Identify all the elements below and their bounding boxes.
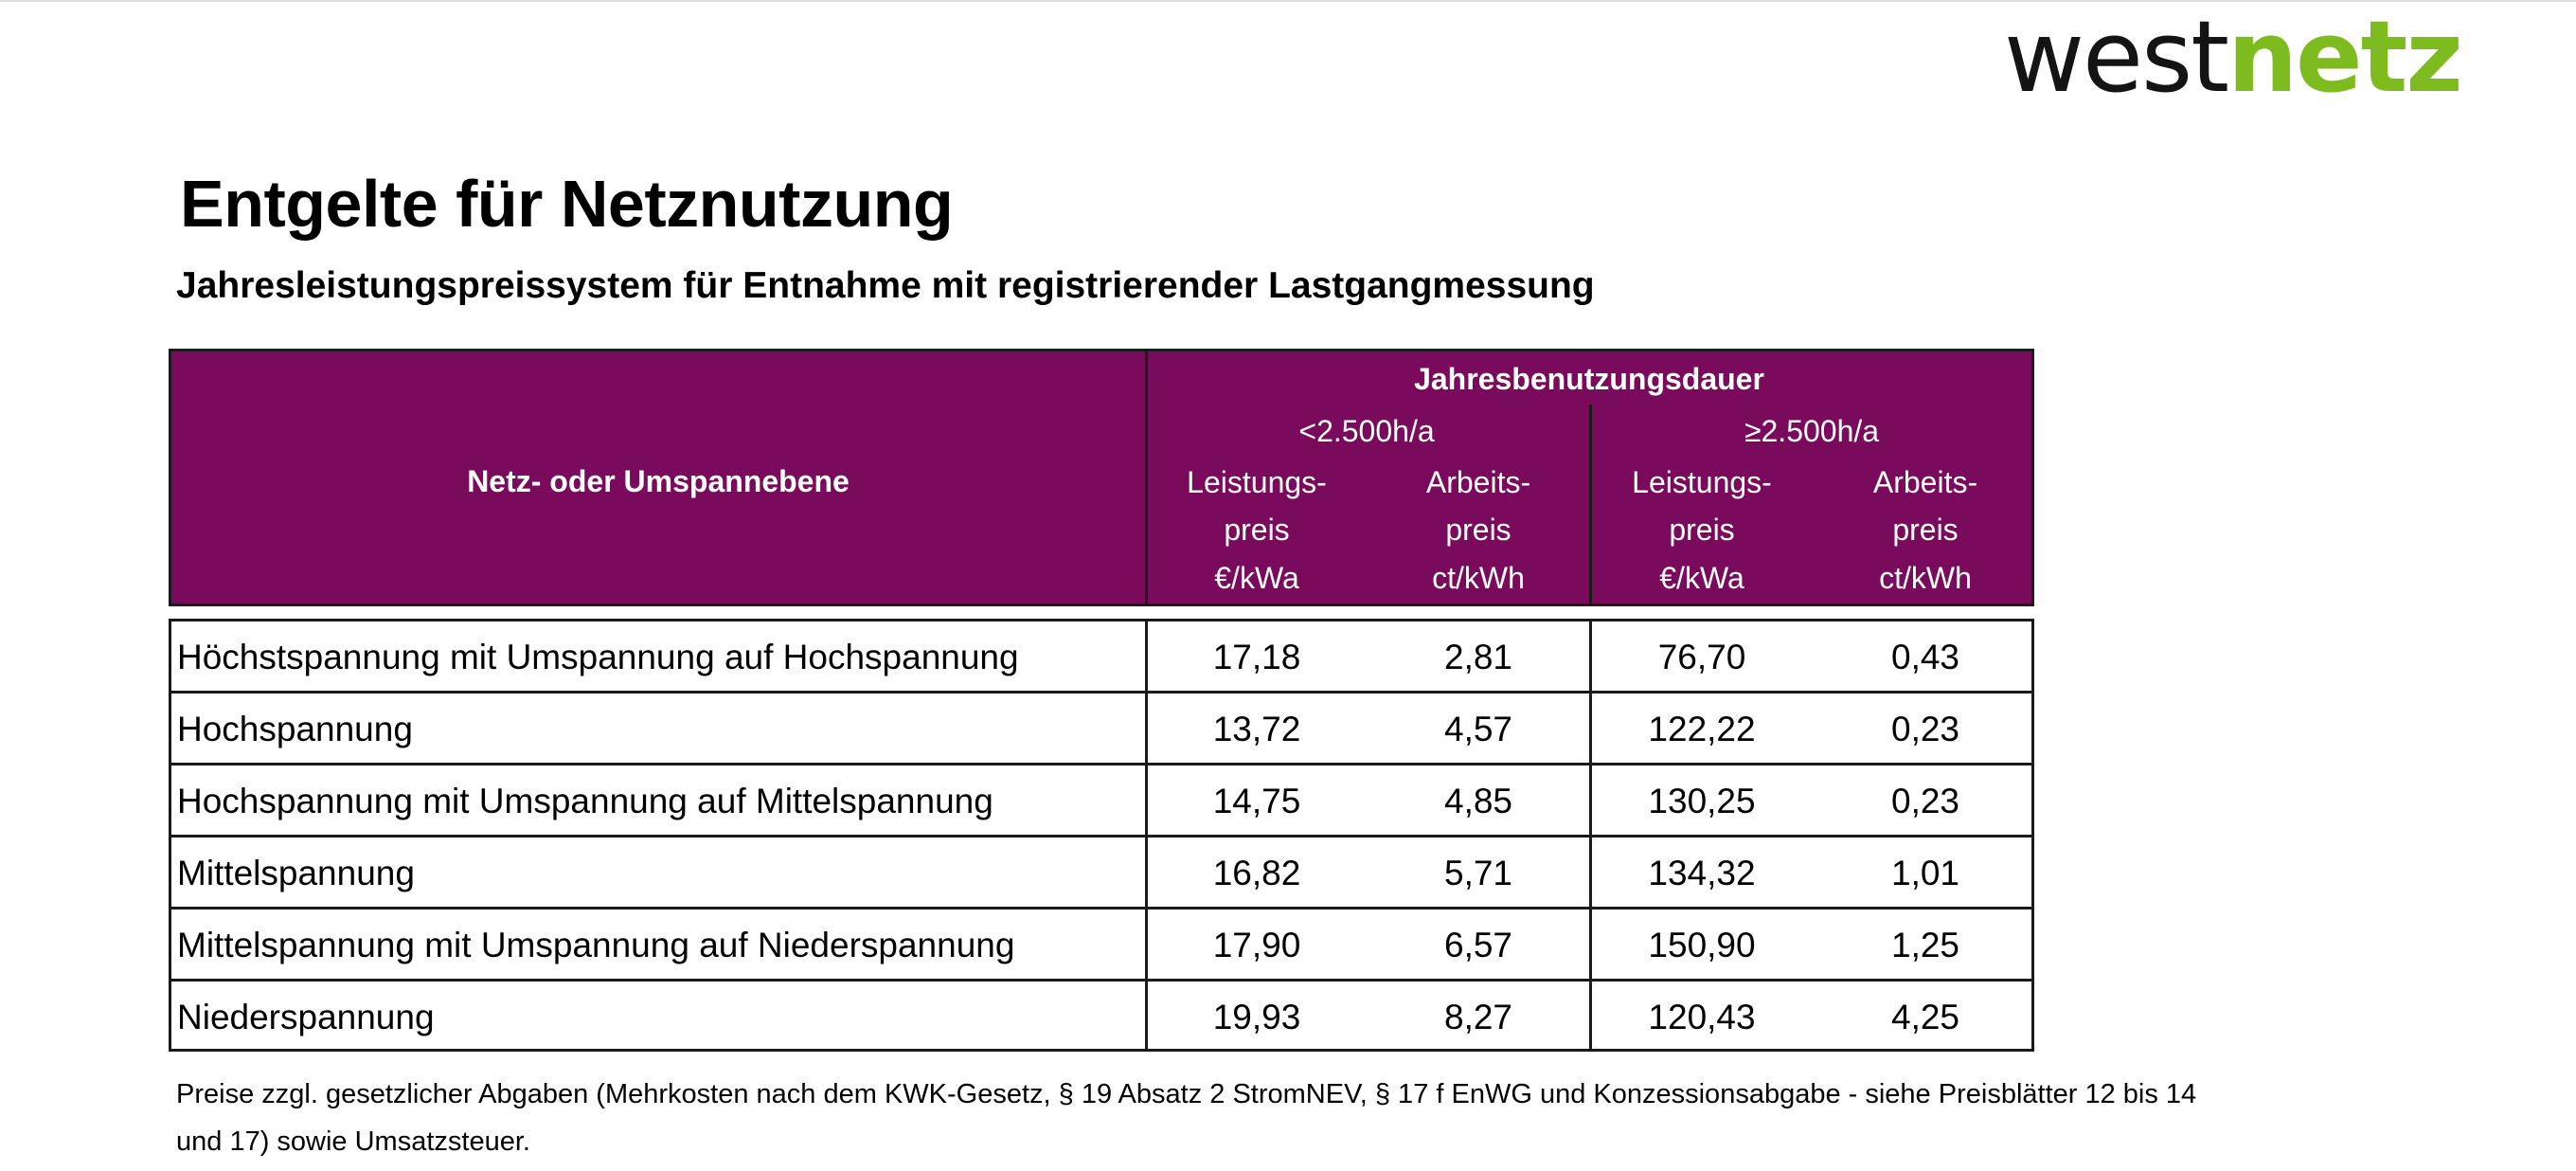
cell-energy-price-high: 1,01 xyxy=(1890,854,1960,892)
cell-energy-price-low: 5,71 xyxy=(1443,854,1513,892)
cell-energy-price-low: 6,57 xyxy=(1443,926,1513,964)
cell-power-price-low: 17,90 xyxy=(1212,926,1301,964)
header-band-low: <2.500h/a xyxy=(1298,414,1435,448)
header-column-divider xyxy=(1145,351,1148,604)
price-table xyxy=(169,619,2034,1052)
cell-energy-price-high: 1,25 xyxy=(1890,926,1960,964)
header-power-price-line2: preis xyxy=(1224,513,1290,547)
row-label: Mittelspannung xyxy=(177,854,415,892)
table-row xyxy=(171,766,2031,838)
table-row xyxy=(171,694,2031,766)
header-level-label: Netz- oder Umspannebene xyxy=(467,464,850,498)
table-row xyxy=(171,622,2031,694)
cell-power-price-low: 16,82 xyxy=(1212,854,1301,892)
cell-power-price-high: 150,90 xyxy=(1648,926,1756,964)
row-label: Hochspannung xyxy=(177,710,413,748)
header-energy-price-unit: ct/kWh xyxy=(1432,561,1525,595)
cell-power-price-high: 134,32 xyxy=(1648,854,1756,892)
footnote-line-1: Preise zzgl. gesetzlicher Abgaben (Mehrkosten nach dem KWK-Gesetz, § 19 Absatz 2 StromNEV, § 17 f EnWG und Konzessionsabgabe - siehe Preisblätter 12 bis 14 xyxy=(176,1079,2197,1109)
header-energy-price-unit: ct/kWh xyxy=(1879,561,1972,595)
cell-energy-price-high: 0,23 xyxy=(1890,782,1960,820)
cell-power-price-high: 130,25 xyxy=(1648,782,1756,820)
table-row xyxy=(171,910,2031,982)
cell-energy-price-low: 4,57 xyxy=(1443,710,1513,748)
logo-part-netz: netz xyxy=(2227,0,2461,115)
header-power-price-unit: €/kWa xyxy=(1659,561,1744,595)
table-row xyxy=(171,982,2031,1054)
cell-power-price-low: 17,18 xyxy=(1212,638,1301,676)
cell-power-price-low: 14,75 xyxy=(1212,782,1301,820)
page-subtitle: Jahresleistungspreissystem für Entnahme mit registrierender Lastgangmessung xyxy=(176,265,1595,306)
cell-power-price-low: 19,93 xyxy=(1212,998,1301,1036)
row-label: Mittelspannung mit Umspannung auf Niederspannung xyxy=(177,926,1015,964)
header-energy-price-line2: preis xyxy=(1445,513,1512,547)
cell-power-price-high: 120,43 xyxy=(1648,998,1756,1036)
cell-energy-price-high: 0,23 xyxy=(1890,710,1960,748)
cell-energy-price-high: 4,25 xyxy=(1890,998,1960,1036)
header-band-high: ≥2.500h/a xyxy=(1744,414,1880,448)
row-label: Höchstspannung mit Umspannung auf Hochspannung xyxy=(177,638,1019,676)
header-energy-price-line1: Arbeits- xyxy=(1425,465,1531,499)
header-power-price-line2: preis xyxy=(1669,513,1735,547)
cell-power-price-high: 122,22 xyxy=(1648,710,1756,748)
table-header xyxy=(169,349,2034,606)
cell-energy-price-low: 4,85 xyxy=(1443,782,1513,820)
cell-power-price-high: 76,70 xyxy=(1657,638,1746,676)
header-band-divider xyxy=(1589,405,1592,604)
cell-energy-price-high: 0,43 xyxy=(1890,638,1960,676)
footnote-line-2: und 17) sowie Umsatzsteuer. xyxy=(176,1126,530,1157)
footnote xyxy=(176,1071,2260,1165)
logo-part-west: west xyxy=(2004,0,2228,115)
header-energy-price-line2: preis xyxy=(1892,513,1959,547)
header-duration-label: Jahresbenutzungsdauer xyxy=(1414,362,1764,396)
cell-energy-price-low: 2,81 xyxy=(1443,638,1513,676)
row-label: Niederspannung xyxy=(177,998,435,1036)
cell-energy-price-low: 8,27 xyxy=(1443,998,1513,1036)
header-power-price-unit: €/kWa xyxy=(1214,561,1299,595)
header-energy-price-line1: Arbeits- xyxy=(1872,465,1978,499)
row-label: Hochspannung mit Umspannung auf Mittelspannung xyxy=(177,782,993,820)
header-power-price-line1: Leistungs- xyxy=(1187,465,1327,499)
table-row xyxy=(171,838,2031,910)
westnetz-logo xyxy=(2004,0,2461,115)
cell-power-price-low: 13,72 xyxy=(1212,710,1301,748)
header-power-price-line1: Leistungs- xyxy=(1632,465,1772,499)
page-title: Entgelte für Netznutzung xyxy=(180,167,954,241)
